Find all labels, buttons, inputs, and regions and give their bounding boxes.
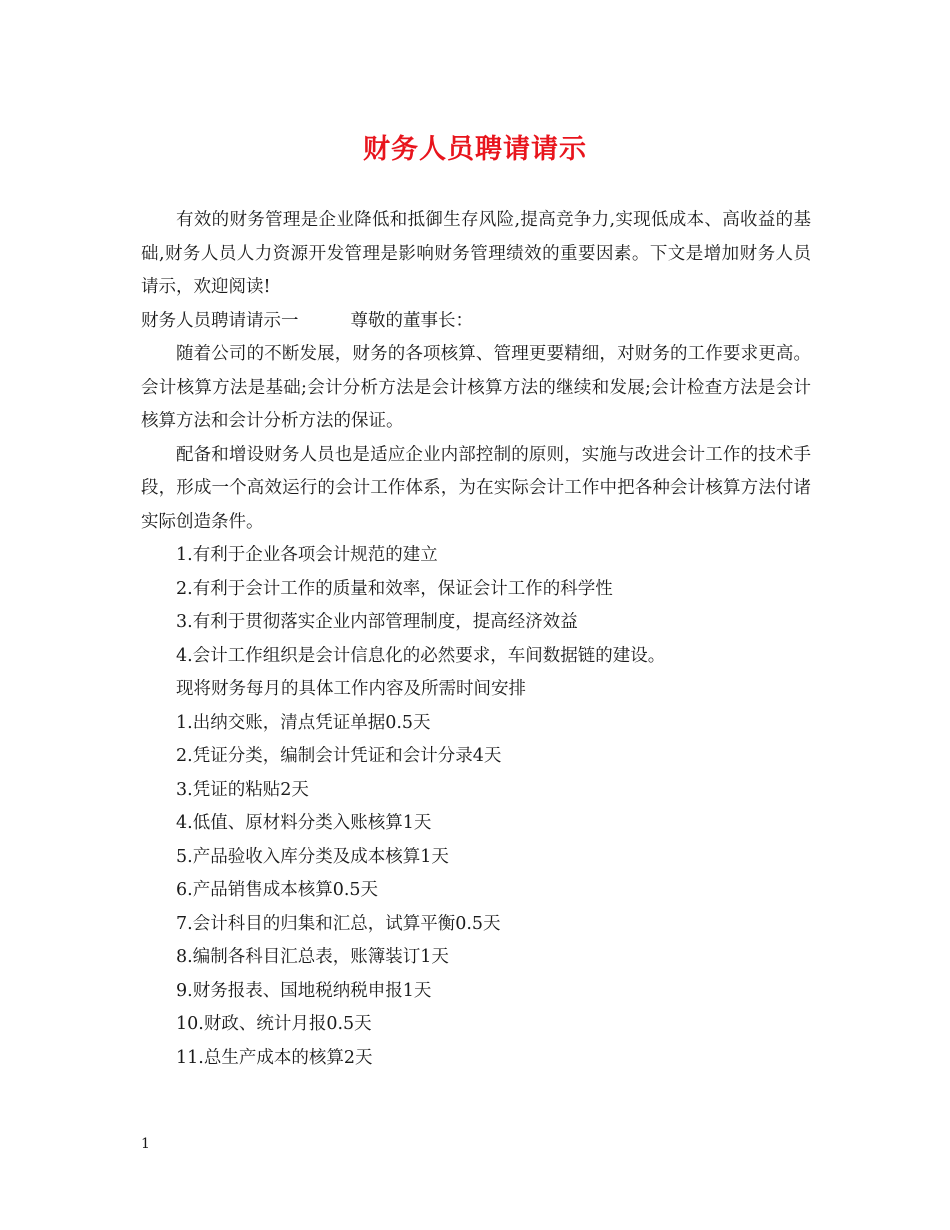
schedule-list (141, 707, 811, 1076)
list-item: 11.总生产成本的核算2天 (176, 1047, 373, 1068)
benefits-list (141, 539, 811, 673)
list-item: 10.财政、统计月报0.5天 (176, 1014, 372, 1034)
list-item: 8.编制各科目汇总表，账簿装订1天 (176, 947, 449, 967)
list-item: 6.产品销售成本核算0.5天 (176, 880, 379, 900)
page-number: 1 (141, 1136, 150, 1152)
list-item: 3.有利于贯彻落实企业内部管理制度，提高经济效益 (176, 612, 578, 632)
greeting-row (141, 305, 811, 339)
list-item: 7.会计科目的归集和汇总，试算平衡0.5天 (176, 913, 501, 934)
list-item: 5.产品验收入库分类及成本核算1天 (176, 846, 449, 867)
section-heading: 财务人员聘请请示一 (141, 310, 299, 331)
list-item: 2.凭证分类，编制会计凭证和会计分录4天 (176, 746, 502, 766)
list-item: 2.有利于会计工作的质量和效率，保证会计工作的科学性 (176, 578, 613, 599)
list-item: 4.会计工作组织是会计信息化的必然要求，车间数据链的建设。 (176, 645, 666, 666)
salutation: 尊敬的董事长： (350, 310, 473, 331)
body-paragraph-1: 随着公司的不断发展，财务的各项核算、管理更要精细，对财务的工作要求更高。会计核算方法是基础;会计分析方法是会计核算方法的继续和发展;会计检查方法是会计核算方法和会计分析方法的保证。 (141, 344, 811, 431)
schedule-intro: 现将财务每月的具体工作内容及所需时间安排 (176, 679, 526, 699)
list-item: 3.凭证的粘贴2天 (176, 779, 309, 800)
document-body (141, 204, 811, 1075)
document-title: 财务人员聘请请示 (363, 134, 587, 165)
list-item: 1.出纳交账，清点凭证单据0.5天 (176, 712, 431, 733)
list-item: 9.财务报表、国地税纳税申报1天 (176, 980, 432, 1001)
intro-paragraph: 有效的财务管理是企业降低和抵御生存风险,提高竞争力,实现低成本、高收益的基础,财务人员人力资源开发管理是影响财务管理绩效的重要因素。下文是增加财务人员请示，欢迎阅读! (141, 210, 811, 297)
list-item: 4.低值、原材料分类入账核算1天 (176, 813, 432, 833)
list-item: 1.有利于企业各项会计规范的建立 (176, 545, 438, 565)
body-paragraph-2: 配备和增设财务人员也是适应企业内部控制的原则，实施与改进会计工作的技术手段，形成一个高效运行的会计工作体系，为在实际会计工作中把各种会计核算方法付诸实际创造条件。 (141, 444, 811, 532)
